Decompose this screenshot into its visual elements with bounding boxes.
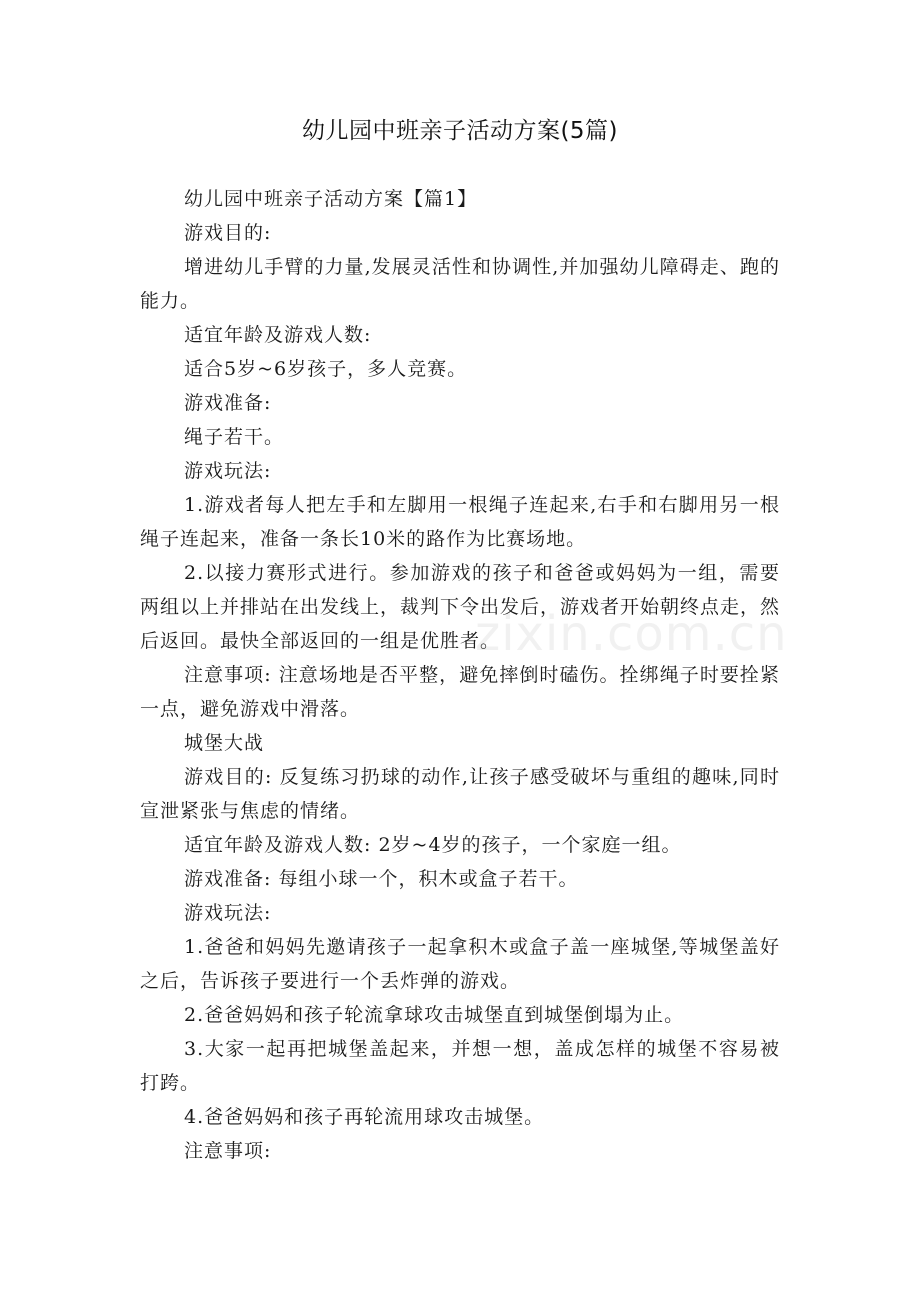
paragraph: 1.游戏者每人把左手和左脚用一根绳子连起来,右手和右脚用另一根绳子连起来，准备一条长10米的路作为比赛场地。: [140, 494, 780, 550]
watermark: zixin.com.cn: [475, 606, 788, 662]
paragraph: 4.爸爸妈妈和孩子再轮流用球攻击城堡。: [184, 1106, 545, 1128]
section-heading: 城堡大战: [184, 732, 265, 754]
paragraph: 2.爸爸妈妈和孩子轮流拿球攻击城堡直到城堡倒塌为止。: [184, 1004, 685, 1026]
paragraph: 注意事项:: [184, 1140, 272, 1162]
paragraph: 注意事项: 注意场地是否平整，避免摔倒时磕伤。拴绑绳子时要拴紧一点，避免游戏中滑落。: [140, 664, 780, 720]
paragraph: 游戏目的: 反复练习扔球的动作,让孩子感受破坏与重组的趣味,同时宣泄紧张与焦虑的情绪。: [140, 766, 780, 822]
paragraph: 游戏目的:: [184, 222, 272, 244]
paragraph: 适宜年龄及游戏人数: 2岁~4岁的孩子，一个家庭一组。: [184, 834, 682, 856]
paragraph: 1.爸爸和妈妈先邀请孩子一起拿积木或盒子盖一座城堡,等城堡盖好之后，告诉孩子要进行一个丢炸弹的游戏。: [140, 936, 780, 992]
document-title: 幼儿园中班亲子活动方案(5篇): [301, 118, 619, 144]
paragraph: 适合5岁~6岁孩子，多人竞赛。: [184, 358, 468, 380]
paragraph: 绳子若干。: [184, 426, 285, 448]
paragraph: 增进幼儿手臂的力量,发展灵活性和协调性,并加强幼儿障碍走、跑的能力。: [140, 256, 780, 312]
paragraph: 3.大家一起再把城堡盖起来，并想一想，盖成怎样的城堡不容易被打跨。: [140, 1038, 780, 1094]
paragraph: 游戏玩法:: [184, 902, 272, 924]
paragraph: 适宜年龄及游戏人数:: [184, 324, 372, 346]
paragraph: 游戏玩法:: [184, 460, 272, 482]
paragraph: 游戏准备: 每组小球一个，积木或盒子若干。: [184, 868, 579, 890]
paragraph: 2.以接力赛形式进行。参加游戏的孩子和爸爸或妈妈为一组，需要两组以上并排站在出发线上，裁判下令出发后，游戏者开始朝终点走，然后返回。最快全部返回的一组是优胜者。: [140, 562, 781, 652]
document-body: [140, 182, 780, 1168]
paragraph: 游戏准备:: [184, 392, 272, 414]
paragraph: 幼儿园中班亲子活动方案【篇1】: [184, 188, 478, 210]
